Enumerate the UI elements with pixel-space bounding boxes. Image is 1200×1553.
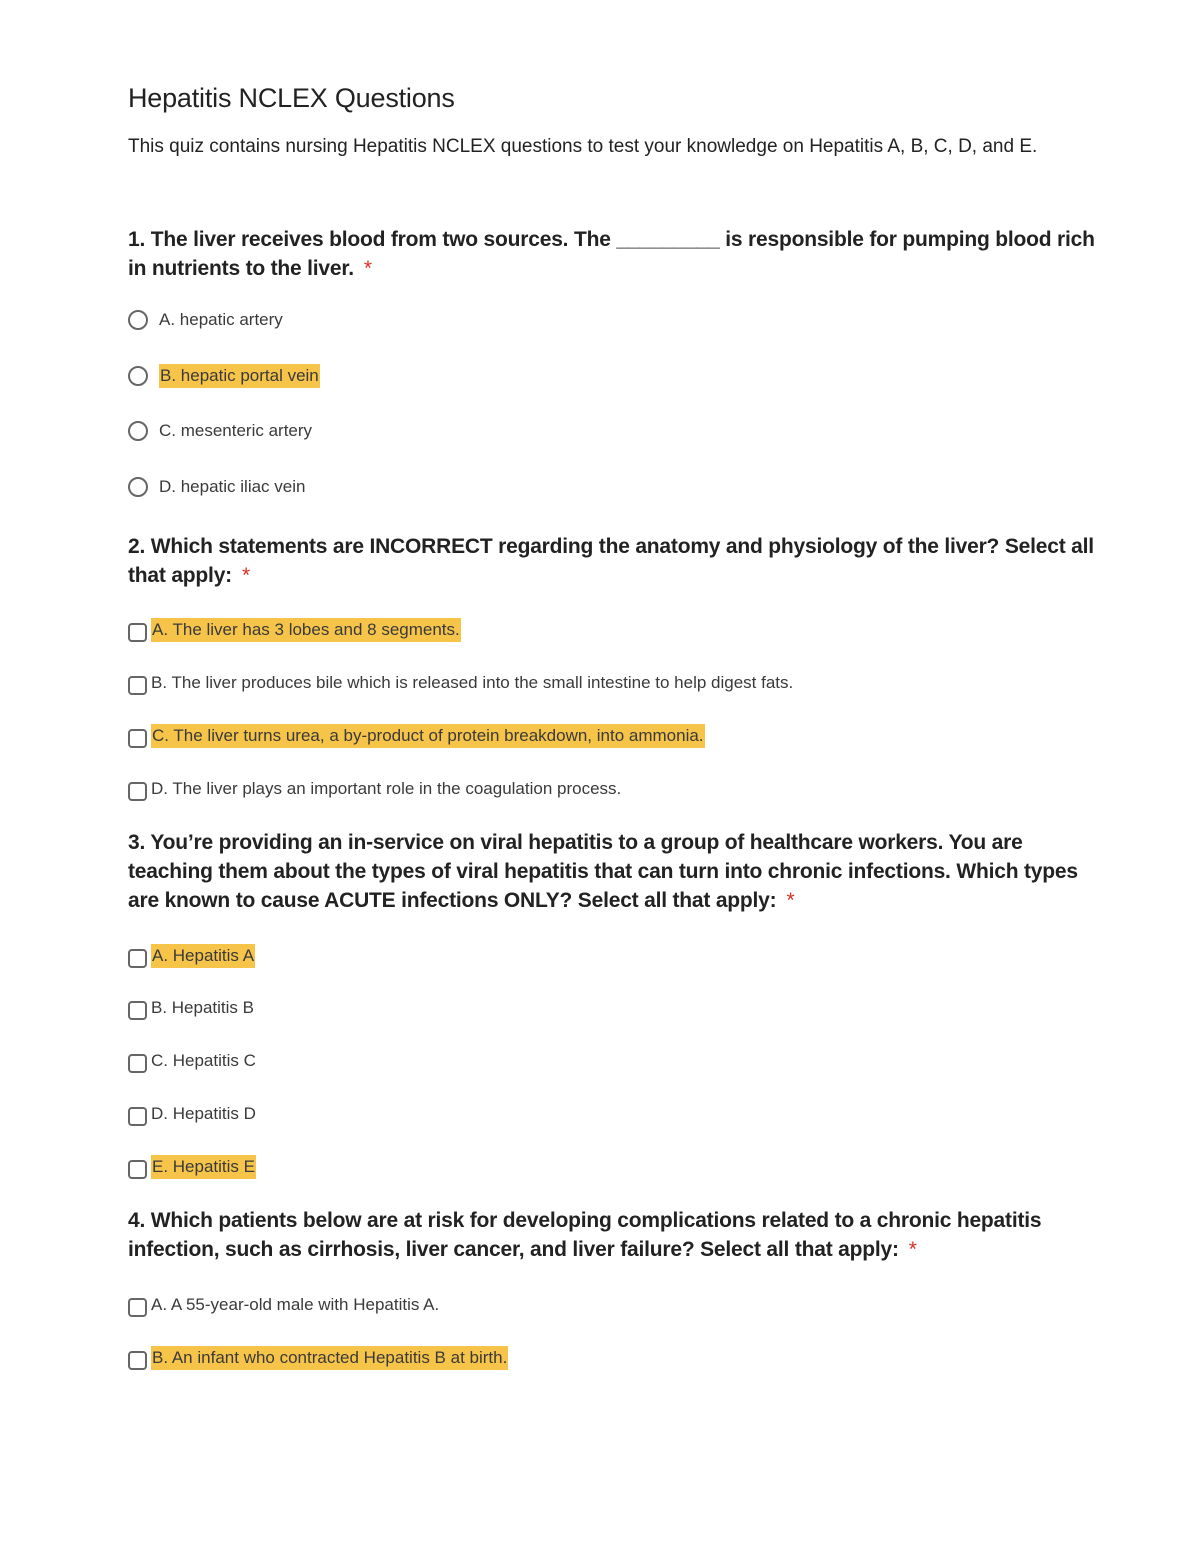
option-a[interactable] bbox=[128, 618, 461, 642]
option-label: A. Hepatitis A bbox=[151, 944, 255, 968]
option-label: B. Hepatitis B bbox=[151, 998, 254, 1017]
radio-button[interactable] bbox=[128, 310, 148, 330]
radio-button[interactable] bbox=[128, 421, 148, 441]
checkbox[interactable] bbox=[128, 676, 147, 695]
checkbox[interactable] bbox=[128, 949, 147, 968]
option-c[interactable] bbox=[128, 724, 705, 748]
option-label: C. The liver turns urea, a by-product of protein breakdown, into ammonia. bbox=[151, 724, 705, 748]
option-b[interactable] bbox=[128, 671, 793, 695]
option-label: C. Hepatitis C bbox=[151, 1051, 256, 1070]
option-c[interactable] bbox=[128, 1049, 256, 1073]
quiz-title: Hepatitis NCLEX Questions bbox=[128, 83, 455, 113]
option-label: D. hepatic iliac vein bbox=[159, 477, 306, 496]
checkbox[interactable] bbox=[128, 1107, 147, 1126]
checkbox[interactable] bbox=[128, 1351, 147, 1370]
question-3 bbox=[128, 828, 1103, 1176]
checkbox[interactable] bbox=[128, 1160, 147, 1179]
option-label: D. Hepatitis D bbox=[151, 1104, 256, 1123]
option-d[interactable] bbox=[128, 475, 305, 499]
option-a[interactable] bbox=[128, 308, 283, 332]
option-label: A. The liver has 3 lobes and 8 segments. bbox=[151, 618, 461, 642]
option-label: A. A 55-year-old male with Hepatitis A. bbox=[151, 1295, 440, 1314]
radio-button[interactable] bbox=[128, 366, 148, 386]
quiz-description: This quiz contains nursing Hepatitis NCLEX questions to test your knowledge on Hepatitis A, B, C, D, and E. bbox=[128, 136, 1038, 157]
checkbox[interactable] bbox=[128, 782, 147, 801]
option-e[interactable] bbox=[128, 1155, 256, 1179]
checkbox[interactable] bbox=[128, 623, 147, 642]
quiz-page bbox=[128, 80, 1103, 1367]
required-asterisk: * bbox=[908, 1238, 917, 1261]
checkbox[interactable] bbox=[128, 1001, 147, 1020]
required-asterisk: * bbox=[241, 564, 250, 587]
option-label: C. mesenteric artery bbox=[159, 421, 313, 440]
question-4 bbox=[128, 1206, 1103, 1367]
question-text: 1. The liver receives blood from two sources. The _________ is responsible for pumping blood rich in nutrients to the liver. * bbox=[128, 228, 1095, 280]
option-a[interactable] bbox=[128, 944, 255, 968]
question-text: 2. Which statements are INCORRECT regarding the anatomy and physiology of the liver? Select all that apply: * bbox=[128, 535, 1094, 587]
option-a[interactable] bbox=[128, 1293, 439, 1317]
question-1 bbox=[128, 225, 1103, 496]
radio-button[interactable] bbox=[128, 477, 148, 497]
option-d[interactable] bbox=[128, 1102, 256, 1126]
checkbox[interactable] bbox=[128, 1054, 147, 1073]
question-2 bbox=[128, 532, 1103, 798]
option-label: B. An infant who contracted Hepatitis B at birth. bbox=[151, 1346, 508, 1370]
question-text: 3. You’re providing an in-service on viral hepatitis to a group of healthcare workers. You are teaching them about the types of viral hepatitis that can turn into chronic infections. Which types are known to cause ACUTE infections ONLY? Select all that apply: * bbox=[128, 831, 1078, 912]
checkbox[interactable] bbox=[128, 1298, 147, 1317]
checkbox[interactable] bbox=[128, 729, 147, 748]
option-label: B. hepatic portal vein bbox=[159, 364, 320, 388]
option-b[interactable] bbox=[128, 1346, 508, 1370]
option-c[interactable] bbox=[128, 419, 312, 443]
required-asterisk: * bbox=[786, 889, 795, 912]
required-asterisk: * bbox=[363, 257, 372, 280]
question-text: 4. Which patients below are at risk for developing complications related to a chronic hepatitis infection, such as cirrhosis, liver cancer, and liver failure? Select all that apply: * bbox=[128, 1209, 1042, 1261]
option-label: B. The liver produces bile which is released into the small intestine to help digest fats. bbox=[151, 673, 794, 692]
option-b[interactable] bbox=[128, 996, 254, 1020]
option-label: E. Hepatitis E bbox=[151, 1155, 256, 1179]
option-label: D. The liver plays an important role in the coagulation process. bbox=[151, 779, 622, 798]
option-label: A. hepatic artery bbox=[159, 310, 283, 329]
option-d[interactable] bbox=[128, 777, 621, 801]
option-b[interactable] bbox=[128, 364, 320, 388]
